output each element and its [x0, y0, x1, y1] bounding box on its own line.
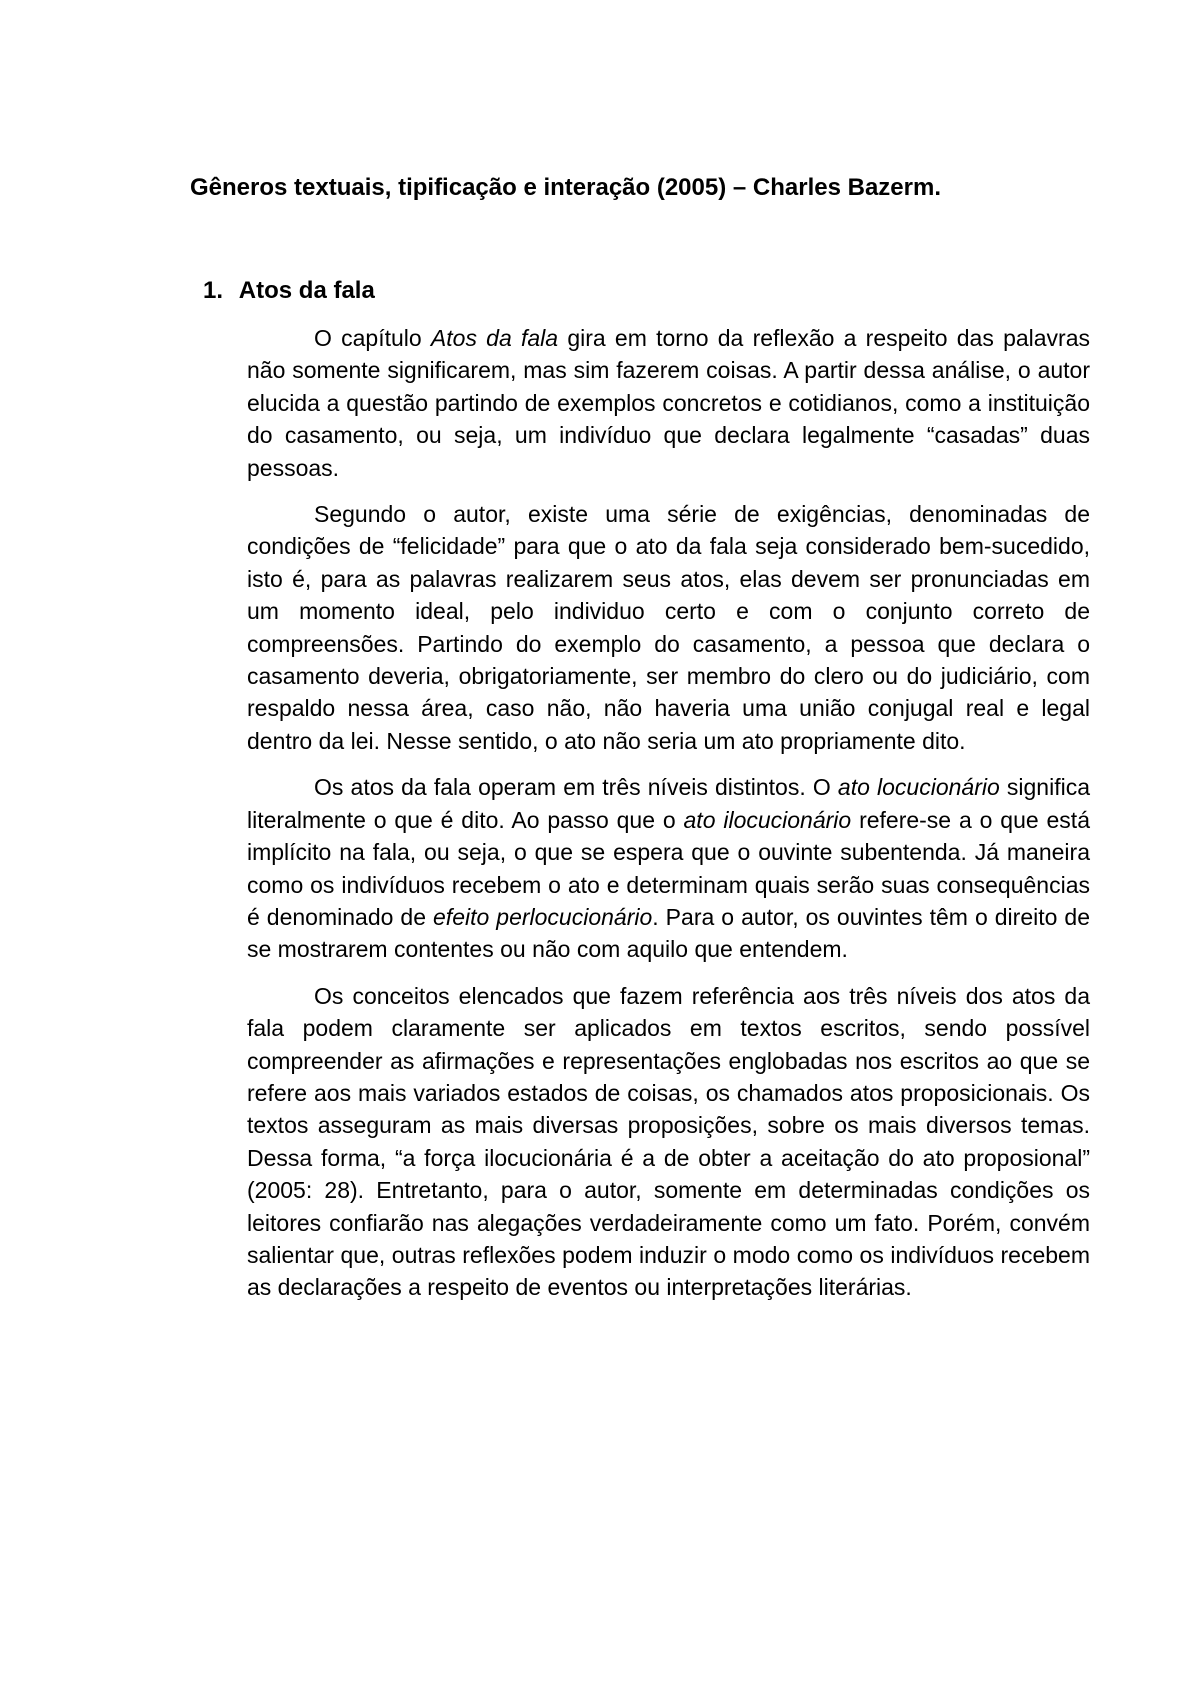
- paragraph-3-text-d: . Para o autor, os ouvintes têm o direito de se mostrarem contentes ou não com aquilo que entendem.: [247, 903, 1091, 963]
- section-heading: [203, 275, 375, 307]
- paragraph-3: [247, 771, 1090, 965]
- paragraph-3-italic-term-ilocucionario: ato ilocucionário: [683, 806, 852, 833]
- paragraph-3-italic-term-locucionario: ato locucionário: [837, 774, 1000, 801]
- paragraph-1-text-a: O capítulo: [314, 325, 431, 351]
- paragraph-3-text-c: refere-se a o que está implícito na fala, ou seja, o que se espera que o ouvinte subentenda. Já maneira como os indivíduos recebem o ato e determinam quais serão suas consequências é denominado de: [247, 806, 1090, 930]
- paragraph-1-italic-term: Atos da fala: [430, 325, 559, 351]
- paragraph-3-text-a: Os atos da fala operam em três níveis distintos. O: [314, 774, 838, 801]
- body-text: [247, 322, 1090, 1318]
- paragraph-1: [247, 322, 1090, 484]
- paragraph-3-italic-term-perlocucionario: efeito perlocucionário: [433, 903, 653, 930]
- document-title: Gêneros textuais, tipificação e interação (2005) – Charles Bazerm.: [190, 174, 941, 201]
- paragraph-1-text-b: gira em torno da reflexão a respeito das palavras não somente significarem, mas sim fazerem coisas. A partir dessa análise, o autor elucida a questão partindo de exemplos concretos e cotidianos, como a instituição do casamento, ou seja, um indivíduo que declara legalmente “casadas” duas pessoas.: [247, 325, 1091, 481]
- paragraph-2: Segundo o autor, existe uma série de exigências, denominadas de condições de “felicidade” para que o ato da fala seja considerado bem-sucedido, isto é, para as palavras realizarem seus atos, elas devem ser pronunciadas em um momento ideal, pelo individuo certo e com o conjunto correto de compreensões. Partindo do exemplo do casamento, a pessoa que declara o casamento deveria, obrigatoriamente, ser membro do clero ou do judiciário, com respaldo nessa área, caso não, não haveria uma união conjugal real e legal dentro da lei. Nesse sentido, o ato não seria um ato propriamente dito.: [247, 501, 1090, 754]
- paragraph-3-text-b: significa literalmente o que é dito. Ao passo que o: [247, 774, 1090, 833]
- section-number: 1.: [203, 277, 224, 304]
- paragraph-4: Os conceitos elencados que fazem referência aos três níveis dos atos da fala podem claramente ser aplicados em textos escritos, sendo possível compreender as afirmações e representações englobadas nos escritos ao que se refere aos mais variados estados de coisas, os chamados atos proposicionais. Os textos asseguram as mais diversas proposições, sobre os mais diversos temas. Dessa forma, “a força ilocucionária é a de obter a aceitação do ato proposional” (2005: 28). Entretanto, para o autor, somente em determinadas condições os leitores confiarão nas alegações verdadeiramente como um fato. Porém, convém salientar que, outras reflexões podem induzir o modo como os indivíduos recebem as declarações a respeito de eventos ou interpretações literárias.: [247, 982, 1090, 1301]
- section-heading-text: Atos da fala: [238, 277, 375, 304]
